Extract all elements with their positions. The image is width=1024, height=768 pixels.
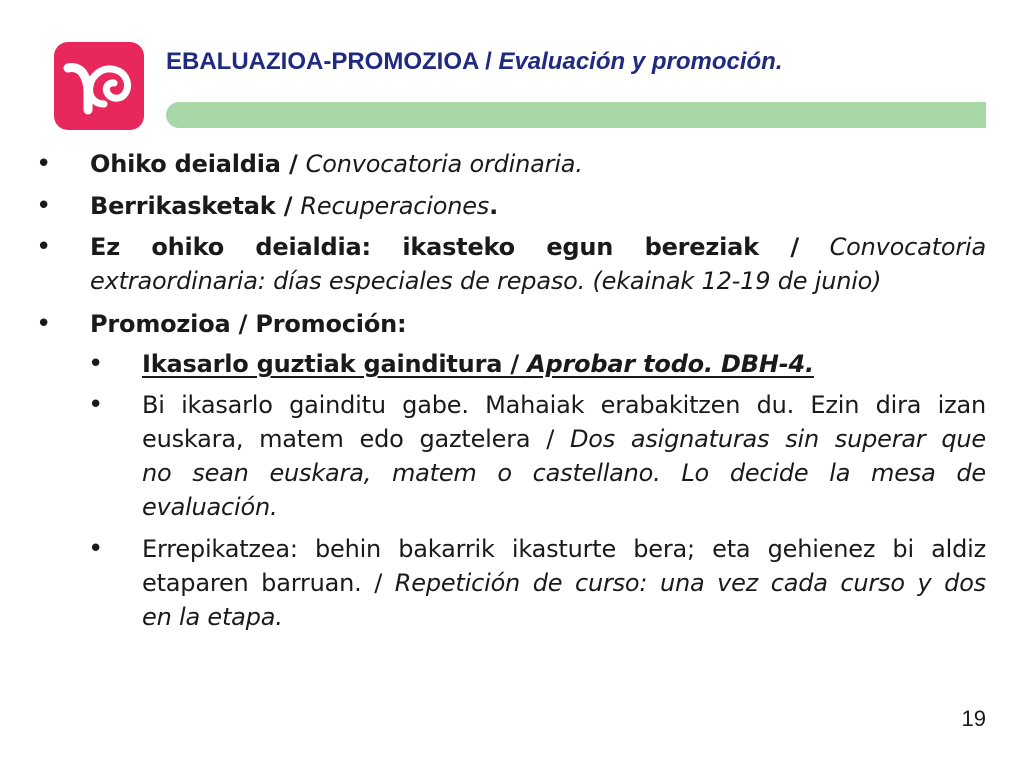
bullet-marker: • — [36, 232, 52, 262]
list-item: Promozioa / Promoción: — [90, 310, 407, 338]
bullet-marker: • — [36, 309, 52, 339]
sub-list-item-continuation: evaluación. — [142, 493, 278, 521]
sub-list-item: Ikasarlo guztiak gainditura / Aprobar todo. DBH-4. — [142, 350, 814, 378]
sub-list-item-continuation: euskara, matem edo gaztelera / Dos asignaturas sin superar que — [142, 425, 986, 453]
title-separator: / — [478, 48, 499, 75]
list-item: Ez ohiko deialdia: ikasteko egun bereziak / Convocatoria — [90, 233, 986, 261]
bullet-marker: • — [36, 149, 52, 179]
sub-list-item-continuation: en la etapa. — [142, 603, 283, 631]
bullet-marker: • — [36, 191, 52, 221]
sub-list-item: Bi ikasarlo gainditu gabe. Mahaiak erabakitzen du. Ezin dira izan — [142, 391, 986, 419]
bullet-marker: • — [88, 534, 104, 564]
page-number: 19 — [961, 706, 986, 731]
spiral-logo-icon — [54, 42, 144, 130]
list-item-continuation: extraordinaria: días especiales de repaso. (ekainak 12-19 de junio) — [90, 267, 882, 295]
page-title — [166, 48, 783, 76]
list-item: Berrikasketak / Recuperaciones. — [90, 192, 498, 220]
header-divider-bar — [166, 102, 986, 128]
title-spanish: Evaluación y promoción. — [498, 48, 783, 75]
title-basque: EBALUAZIOA-PROMOZIOA — [166, 48, 479, 75]
sub-list-item-continuation: no sean euskara, matem o castellano. Lo decide la mesa de — [142, 459, 986, 487]
list-item: Ohiko deialdia / Convocatoria ordinaria. — [90, 150, 583, 178]
bullet-marker: • — [88, 349, 104, 379]
bullet-marker: • — [88, 390, 104, 420]
sub-list-item-continuation: etaparen barruan. / Repetición de curso: una vez cada curso y dos — [142, 569, 986, 597]
sub-list-item: Errepikatzea: behin bakarrik ikasturte bera; eta gehienez bi aldiz — [142, 535, 986, 563]
